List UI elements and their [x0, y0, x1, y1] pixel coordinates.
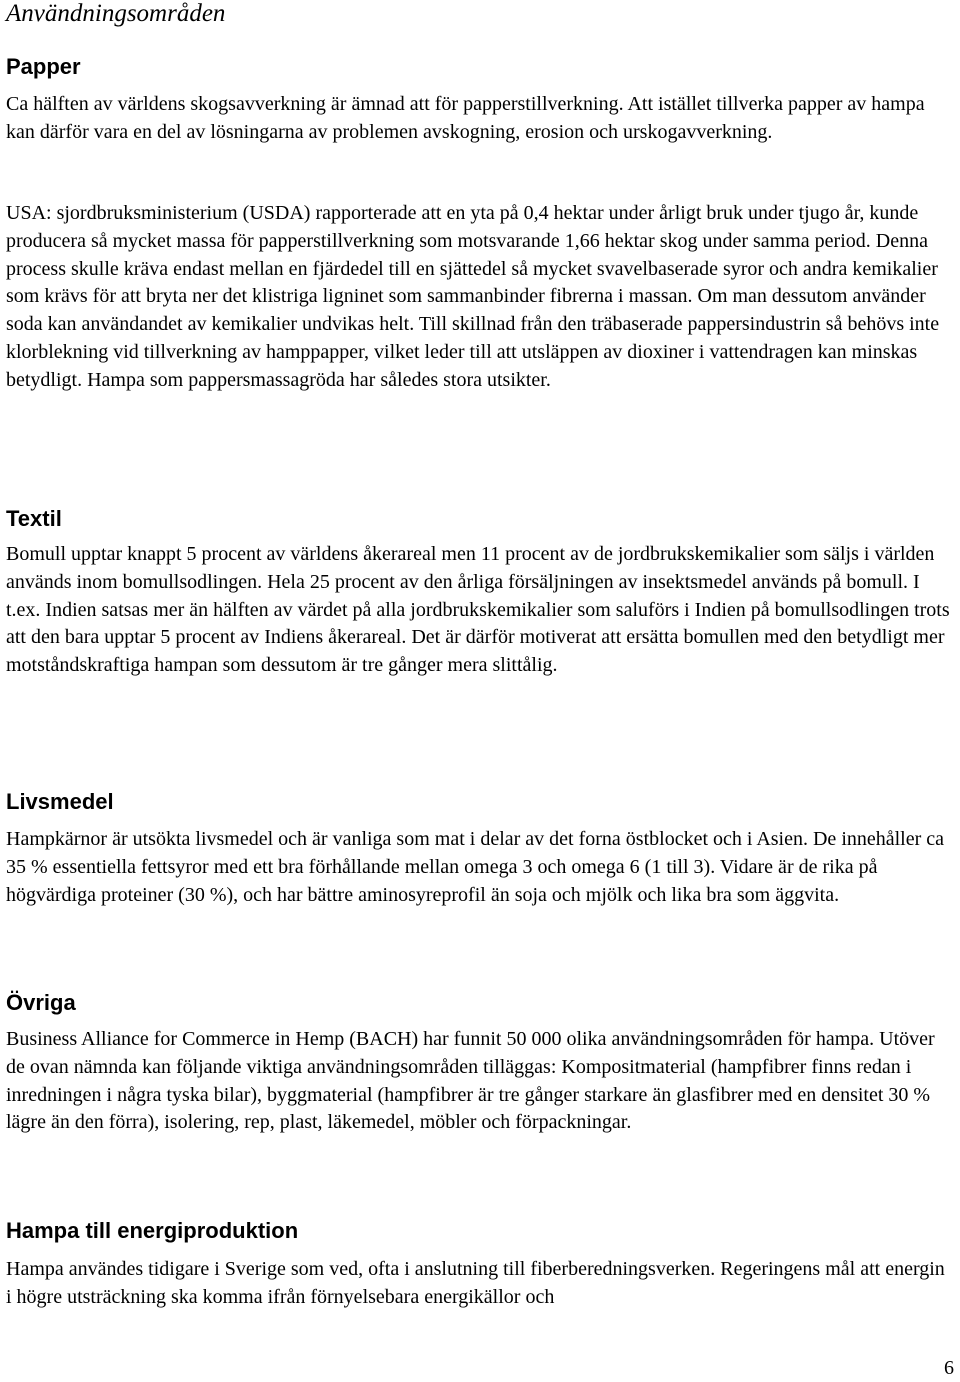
paragraph-energi: Hampa användes tidigare i Sverige som ved, ofta i anslutning till fiberberedningsverken. Regeringens mål att energin i högre utsträckning ska komma ifrån förnyelsebara energikällor och: [6, 1258, 945, 1308]
paragraph-textil: Bomull upptar knappt 5 procent av världens åkerareal men 11 procent av de jordbrukskemikalier som säljs i världen används inom bomullsodlingen. Hela 25 procent av den årliga försäljningen av insektsmedel används på bomull. I t.ex. Indien satsas mer än hälften av värdet på alla jordbrukskemikalier som saluförs i Indien på bomullsodlingen trots att den bara upptar 5 procent av Indiens åkerareal. Det är därför motiverat att ersätta bomullen med den betydligt mer motståndskraftiga hampan som dessutom är tre gånger mera slittålig.: [6, 543, 950, 677]
section-heading-ovriga: Övriga: [6, 990, 76, 1015]
section-heading-papper: Papper: [6, 54, 81, 79]
section-heading-energi: Hampa till energiproduktion: [6, 1218, 299, 1243]
paragraph-livsmedel: Hampkärnor är utsökta livsmedel och är vanliga som mat i delar av det forna östblocket och i Asien. De innehåller ca 35 % essentiella fettsyror med ett bra förhållande mellan omega 3 och omega 6 (1 till 3). Vidare är de rika på högvärdiga proteiner (30 %), och har bättre aminosyreprofil än soja och mjölk och lika bra som äggvita.: [6, 828, 945, 906]
paragraph-papper-1: Ca hälften av världens skogsavverkning är ämnad att för papperstillverkning. Att istället tillverka papper av hampa kan därför vara en del av lösningarna av problemen avskogning, erosion och urskogavverkning.: [6, 93, 925, 143]
paragraph-ovriga: Business Alliance for Commerce in Hemp (BACH) har funnit 50 000 olika användningsområden för hampa. Utöver de ovan nämnda kan följande viktiga användningsområden tilläggas: Kompositmaterial (hampfibrer finns redan i inredningen i några tyska bilar), byggmaterial (hampfibrer är tre gånger starkare än glasfibrer med en densitet 30 % lägre än den förra), isolering, rep, plast, läkemedel, möbler och förpackningar.: [6, 1028, 935, 1134]
page-title: Användningsområden: [6, 0, 226, 27]
paragraph-papper-2: USA: sjordbruksministerium (USDA) rapporterade att en yta på 0,4 hektar under årligt bruk under tjugo år, kunde producera så mycket massa för papperstillverkning som motsvarande 1,66 hektar skog under samma period. Denna process skulle kräva endast mellan en fjärdedel till en sjättedel så mycket svavelbaserade syror och andra kemikalier som krävs för att bryta ner det klistriga ligninet som sammanbinder fibrerna i massan. Om man dessutom använder soda kan användandet av kemikalier undvikas helt. Till skillnad från den träbaserade pappersindustrin så behövs inte klorblekning vid tillverkning av hamppapper, vilket leder till att utsläppen av dioxiner i vattendragen kan minskas betydligt. Hampa som pappersmassagröda har således stora utsikter.: [6, 202, 940, 391]
page-number: 6: [944, 1357, 954, 1379]
section-heading-textil: Textil: [6, 506, 62, 531]
document-page: [6, 0, 950, 1308]
section-heading-livsmedel: Livsmedel: [6, 789, 114, 814]
